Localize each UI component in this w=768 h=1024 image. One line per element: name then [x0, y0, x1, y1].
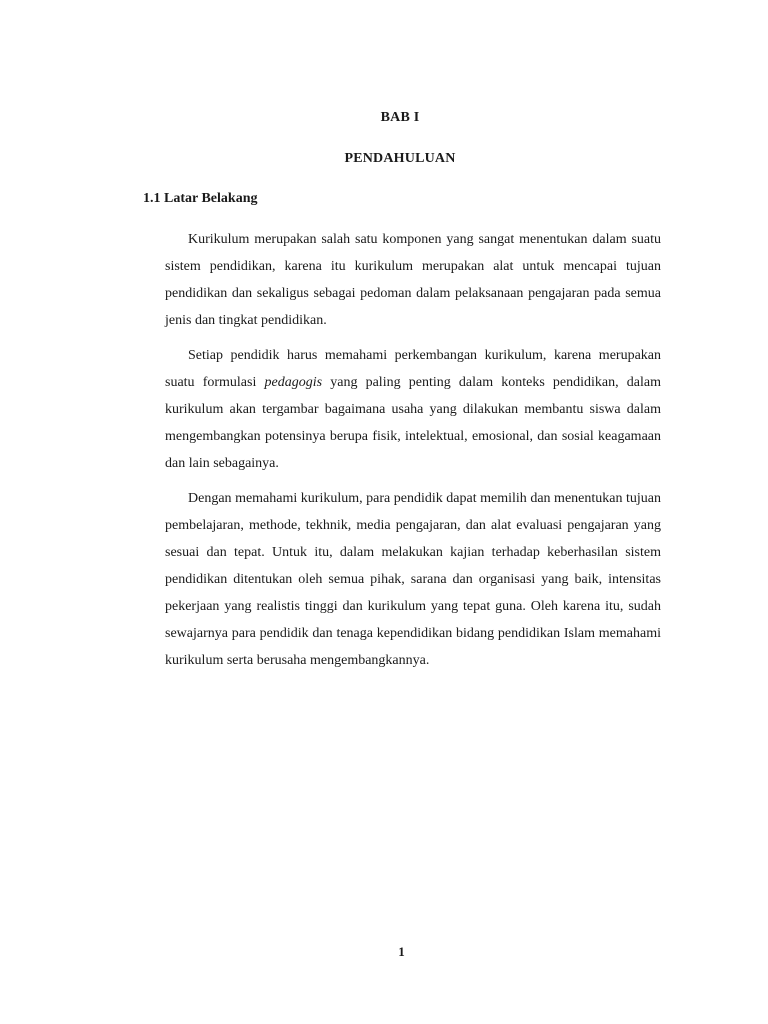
paragraph-2-emphasis: pedagogis	[264, 375, 323, 390]
page-number: 1	[398, 944, 405, 959]
paragraph-2-text-after: yang paling penting dalam konteks pendidikan, dalam kurikulum akan tergambar bagaimana usaha yang dilakukan membantu siswa dalam mengembangkan potensinya berupa fisik, intelektual, emosional, dan sosial keagamaan dan lain sebagainya.	[165, 375, 661, 471]
paragraph-3: Dengan memahami kurikulum, para pendidik dapat memilih dan menentukan tujuan pembelajaran, methode, tekhnik, media pengajaran, dan alat evaluasi pengajaran yang sesuai dan tepat. Untuk itu, dalam melakukan kajian terhadap keberhasilan sistem pendidikan ditentukan oleh semua pihak, sarana dan organisasi yang baik, intensitas pekerjaan yang realistis tinggi dan kurikulum yang tepat guna. Oleh karena itu, sudah sewajarnya para pendidik dan tenaga kependidikan bidang pendidikan Islam memahami kurikulum serta berusaha mengembangkannya.	[165, 491, 661, 668]
paragraph-2	[165, 342, 661, 477]
paragraph-2-text-before: Setiap pendidik harus memahami perkembangan kurikulum, karena merupakan suatu formulasi	[165, 348, 661, 390]
chapter-title: PENDAHULUAN	[344, 151, 456, 166]
paragraph-1: Kurikulum merupakan salah satu komponen yang sangat menentukan dalam suatu sistem pendidikan, karena itu kurikulum merupakan alat untuk mencapai tujuan pendidikan dan sekaligus sebagai pedoman dalam pelaksanaan pengajaran pada semua jenis dan tingkat pendidikan.	[165, 232, 661, 328]
chapter-number: BAB I	[380, 110, 420, 125]
section-heading: 1.1 Latar Belakang	[143, 191, 258, 206]
